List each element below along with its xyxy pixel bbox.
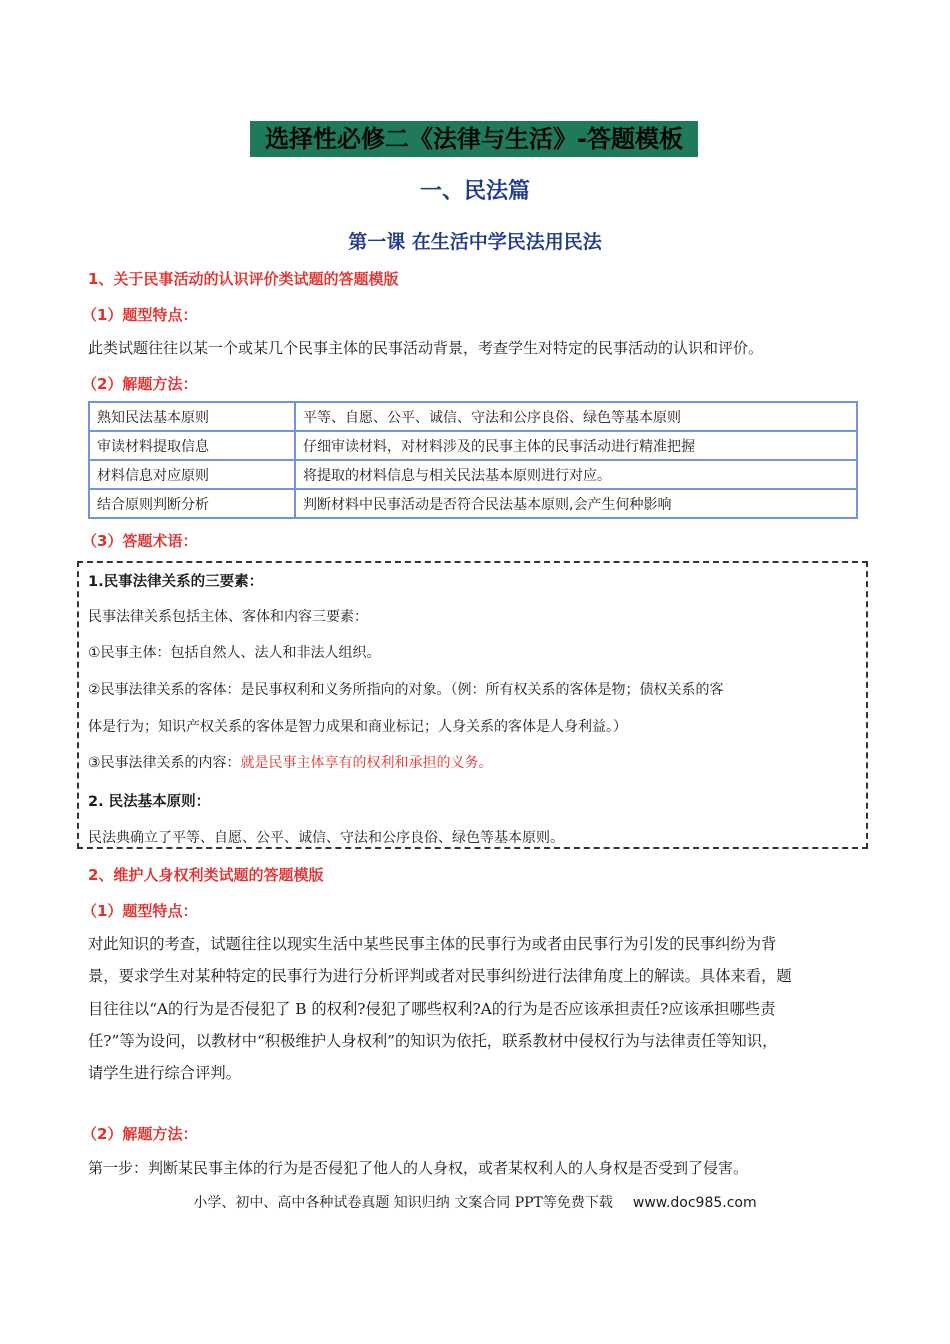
section1-features-text: 此类试题往往以某一个或某几个民事主体的民事活动背景，考查学生对特定的民事活动的认识和评价。 bbox=[88, 339, 764, 357]
section2-features-text bbox=[88, 928, 863, 1089]
terms-item2-title: 2. 民法基本原则： bbox=[88, 794, 211, 810]
method-step-cell: 熟知民法基本原则 bbox=[89, 402, 295, 431]
features-line: 目往往以“A的行为是否侵犯了 B 的权利?侵犯了哪些权利?A的行为是否应该承担责任?应该承担哪些责 bbox=[88, 999, 776, 1018]
terms-item1-title: 1.民事法律关系的三要素： bbox=[88, 574, 264, 590]
section1-method-heading: （2）解题方法： bbox=[82, 375, 198, 393]
terms-item1-intro: 民事法律关系包括主体、客体和内容三要素： bbox=[88, 609, 368, 625]
table-row bbox=[89, 489, 857, 518]
method-desc-cell: 将提取的材料信息与相关民法基本原则进行对应。 bbox=[295, 460, 857, 489]
method-step-cell: 结合原则判断分析 bbox=[89, 489, 295, 518]
features-line: 对此知识的考查，试题往往以现实生活中某些民事主体的民事行为或者由民事行为引发的民事纠纷为背 bbox=[88, 935, 777, 953]
method-desc-cell: 判断材料中民事活动是否符合民法基本原则,会产生何种影响 bbox=[295, 489, 857, 518]
table-row bbox=[89, 402, 857, 431]
terms-item2-text: 民法典确立了平等、自愿、公平、诚信、守法和公序良俗、绿色等基本原则。 bbox=[88, 830, 564, 846]
table-row bbox=[89, 460, 857, 489]
features-line: 任?”等为设问，以教材中“积极维护人身权利”的知识为依托，联系教材中侵权行为与法律责任等知识， bbox=[88, 1031, 778, 1050]
terms-content bbox=[88, 752, 493, 772]
section2-heading: 2、维护人身权利类试题的答题模版 bbox=[88, 866, 324, 884]
footer-text: 小学、初中、高中各种试卷真题 知识归纳 文案合同 PPT等免费下载 bbox=[193, 1195, 613, 1211]
section2-features-heading: （1）题型特点： bbox=[82, 902, 198, 920]
table-row bbox=[89, 431, 857, 460]
terms-content-red: 就是民事主体享有的权利和承担的义务。 bbox=[240, 755, 493, 771]
section1-features-heading: （1）题型特点： bbox=[82, 306, 198, 324]
terms-subject: ①民事主体：包括自然人、法人和非法人组织。 bbox=[88, 645, 381, 661]
terms-object-line2: 体是行为；知识产权关系的客体是智力成果和商业标记；人身关系的客体是人身利益。） bbox=[88, 719, 627, 735]
terms-object-line1: ②民事法律关系的客体：是民事权利和义务所指向的对象。（例：所有权关系的客体是物；债权关系的客 bbox=[88, 682, 724, 698]
features-line: 请学生进行综合评判。 bbox=[88, 1064, 241, 1083]
section2-method-heading: （2）解题方法： bbox=[82, 1125, 198, 1143]
lesson-title: 第一课 在生活中学民法用民法 bbox=[348, 231, 602, 253]
section1-heading: 1、关于民事活动的认识评价类试题的答题模版 bbox=[88, 270, 399, 288]
method-desc-cell: 仔细审读材料，对材料涉及的民事主体的民事活动进行精准把握 bbox=[295, 431, 857, 460]
method-step-cell: 审读材料提取信息 bbox=[89, 431, 295, 460]
method-step-cell: 材料信息对应原则 bbox=[89, 460, 295, 489]
footer bbox=[0, 1192, 950, 1212]
section1-terms-heading: （3）答题术语： bbox=[82, 532, 198, 550]
features-line: 景，要求学生对某种特定的民事行为进行分析评判或者对民事纠纷进行法律角度上的解读。具体来看，题 bbox=[88, 967, 792, 986]
part-title: 一、民法篇 bbox=[419, 179, 530, 204]
terms-content-prefix: ③民事法律关系的内容： bbox=[88, 755, 241, 771]
document-title: 选择性必修二《法律与生活》-答题模板 bbox=[250, 121, 698, 157]
method-table bbox=[88, 401, 858, 519]
method-desc-cell: 平等、自愿、公平、诚信、守法和公序良俗、绿色等基本原则 bbox=[295, 402, 857, 431]
section2-step1: 第一步：判断某民事主体的行为是否侵犯了他人的人身权，或者某权利人的人身权是否受到了侵害。 bbox=[88, 1159, 749, 1177]
footer-site-link[interactable]: www.doc985.com bbox=[632, 1195, 757, 1211]
